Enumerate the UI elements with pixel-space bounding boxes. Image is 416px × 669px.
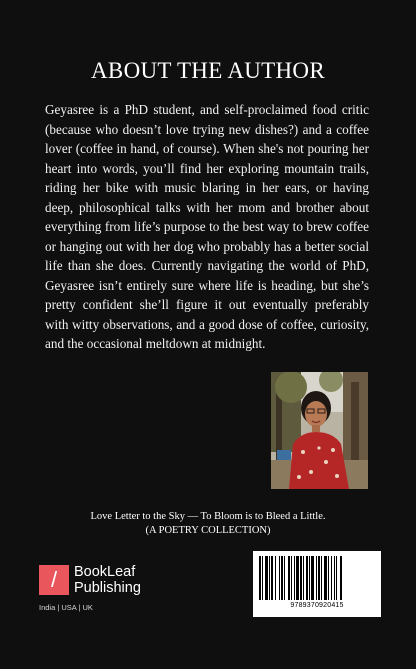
isbn-number: 9789370920415 xyxy=(290,602,344,609)
slash-icon: / xyxy=(50,567,58,592)
page-title: ABOUT THE AUTHOR xyxy=(91,58,325,83)
barcode-icon xyxy=(259,556,375,600)
book-title-line xyxy=(0,510,416,538)
isbn-barcode xyxy=(253,551,381,617)
publisher-logo xyxy=(39,565,169,613)
publisher-regions: India | USA | UK xyxy=(39,603,93,612)
publisher-name-line2: Publishing xyxy=(74,580,141,596)
author-photo xyxy=(271,372,368,489)
author-bio: Geyasree is a PhD student, and self-proclaimed food critic (because who doesn’t love trying new dishes?) and a coffee lover (coffee in hand, of course). When she's not pouring her heart into words, you’ll find her exploring mountain trails, riding her bike with music blaring in her ears, or having deep, philosophical talks with her mom and brother about everything from life’s purpose to the best way to brew coffee or hanging out with her dog who probably has a better social life than she does. Currently navigating the world of PhD, Geyasree isn’t entirely sure where life is heading, but she’s pretty confident she’ll figure it out eventually preferably with witty observations, and a good dose of coffee, curiosity, and the occasional meltdown at midnight. xyxy=(45,102,369,351)
book-title: Love Letter to the Sky — To Bloom is to Bleed a Little. xyxy=(90,511,326,522)
book-genre: (A POETRY COLLECTION) xyxy=(145,525,271,536)
publisher-name-line1: BookLeaf xyxy=(74,564,136,580)
